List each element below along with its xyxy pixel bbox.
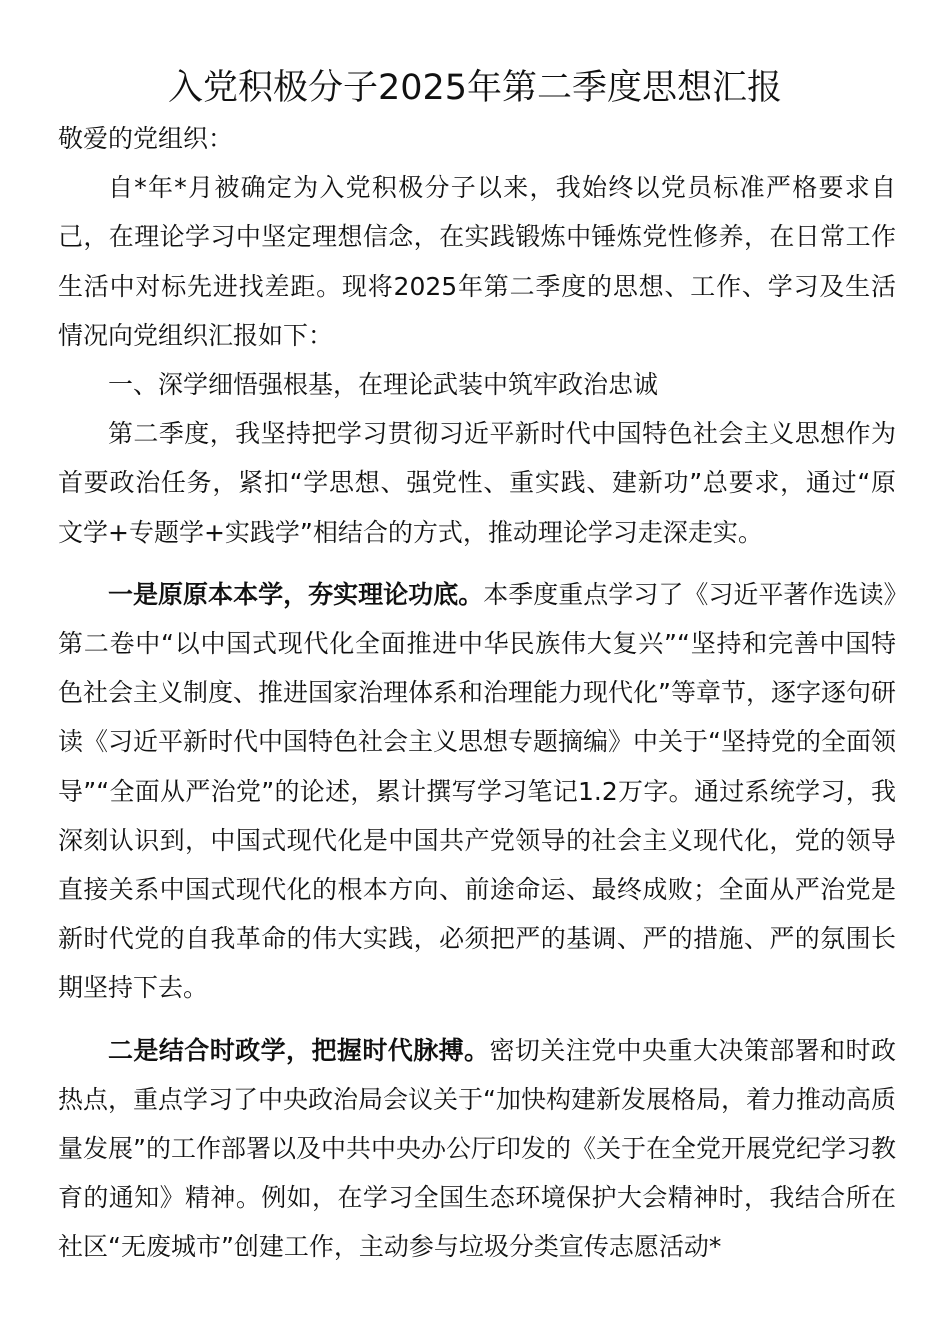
point-1-lead: 一是原原本本学，夯实理论功底。 bbox=[108, 579, 484, 609]
point-1-paragraph bbox=[58, 570, 896, 1013]
document-title: 入党积极分子2025年第二季度思想汇报 bbox=[167, 68, 783, 108]
point-2-paragraph bbox=[58, 1026, 896, 1272]
paragraph-gap bbox=[58, 557, 896, 570]
point-1-text: 本季度重点学习了《习近平著作选读》第二卷中“以中国式现代化全面推进中华民族伟大复兴”“坚持和完善中国特色社会主义制度、推进国家治理体系和治理能力现代化”等章节，逐字逐句研读《习近平新时代中国特色社会主义思想专题摘编》中关于“坚持党的全面领导”“全面从严治党”的论述，累计撰写学习笔记1.2万字。通过系统学习，我深刻认识到，中国式现代化是中国共产党领导的社会主义现代化，党的领导直接关系中国式现代化的根本方向、前途命运、最终成败；全面从严治党是新时代党的自我革命的伟大实践，必须把严的基调、严的措施、严的氛围长期坚持下去。 bbox=[58, 579, 896, 1003]
paragraph-gap bbox=[58, 1013, 896, 1026]
document-body bbox=[58, 114, 896, 1272]
salutation: 敬爱的党组织： bbox=[58, 124, 234, 153]
point-2-text: 密切关注党中央重大决策部署和时政热点，重点学习了中央政治局会议关于“加快构建新发展格局，着力推动高质量发展”的工作部署以及中共中央办公厅印发的《关于在全党开展党纪学习教育的通知》精神。例如，在学习全国生态环境保护大会精神时，我结合所在社区“无废城市”创建工作，主动参与垃圾分类宣传志愿活动* bbox=[58, 1035, 896, 1262]
intro-paragraph: 自*年*月被确定为入党积极分子以来，我始终以党员标准严格要求自己，在理论学习中坚定理想信念，在实践锻炼中锤炼党性修养，在日常工作生活中对标先进找差距。现将2025年第二季度的思想、工作、学习及生活情况向党组织汇报如下： bbox=[58, 173, 896, 350]
section-1-intro-paragraph: 第二季度，我坚持把学习贯彻习近平新时代中国特色社会主义思想作为首要政治任务，紧扣“学思想、强党性、重实践、建新功”总要求，通过“原文学+专题学+实践学”相结合的方式，推动理论学习走深走实。 bbox=[58, 419, 896, 547]
point-2-lead: 二是结合时政学，把握时代脉搏。 bbox=[108, 1035, 490, 1065]
section-1-heading: 一、深学细悟强根基，在理论武装中筑牢政治忠诚 bbox=[108, 370, 659, 400]
